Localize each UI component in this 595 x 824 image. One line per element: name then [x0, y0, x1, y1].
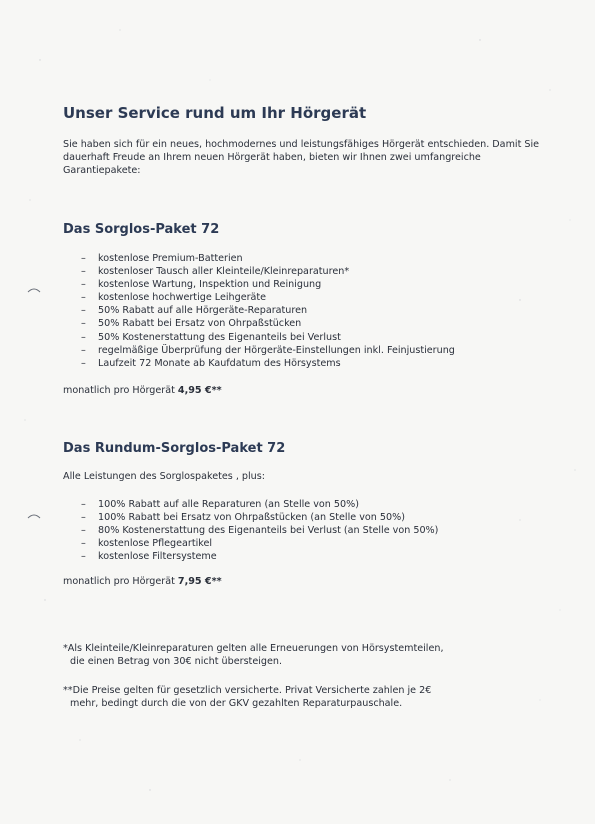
list-item: – 50% Rabatt bei Ersatz von Ohrpaßstücken: [63, 317, 563, 330]
package-rundum-lead-text: Alle Leistungen des Sorglospaketes , plus:: [63, 471, 265, 482]
list-item: – regelmäßige Überprüfung der Hörgeräte-Einstellungen inkl. Feinjustierung: [63, 344, 563, 357]
package-sorglos-title: Das Sorglos-Paket 72: [63, 222, 220, 237]
scan-mark: [28, 515, 40, 518]
list-item: – kostenlose Pflegeartikel: [63, 537, 563, 550]
list-item: – kostenlose Premium-Batterien: [63, 252, 563, 265]
list-item: – 50% Rabatt auf alle Hörgeräte-Reparaturen: [63, 304, 563, 317]
footnote-preise: [63, 684, 563, 710]
package-sorglos-price: [63, 385, 563, 396]
price-label: monatlich pro Hörgerät: [63, 576, 175, 587]
price-value: 7,95 €**: [177, 576, 222, 587]
footnote-line: mehr, bedingt durch die von der GKV gezahlten Reparaturpauschale.: [70, 698, 403, 709]
list-item: – kostenlose Wartung, Inspektion und Reinigung: [63, 278, 563, 291]
price-label: monatlich pro Hörgerät: [63, 385, 175, 396]
package-sorglos-list: [63, 252, 563, 370]
list-item: – 50% Kostenerstattung des Eigenanteils bei Verlust: [63, 331, 563, 344]
footnote-line: **Die Preise gelten für gesetzlich versicherte. Privat Versicherte zahlen je 2€: [63, 685, 432, 696]
package-rundum-price: [63, 576, 563, 587]
list-item: – 80% Kostenerstattung des Eigenanteils bei Verlust (an Stelle von 50%): [63, 524, 563, 537]
list-item: – Laufzeit 72 Monate ab Kaufdatum des Hörsystems: [63, 357, 563, 370]
list-item: – kostenlose hochwertige Leihgeräte: [63, 291, 563, 304]
page-title: Unser Service rund um Ihr Hörgerät: [63, 104, 367, 122]
list-item: – 100% Rabatt auf alle Reparaturen (an Stelle von 50%): [63, 498, 563, 511]
package-rundum-list: [63, 498, 563, 563]
package-rundum-lead: [63, 471, 563, 482]
footnote-kleinteile: [63, 642, 563, 668]
scan-mark: [28, 289, 40, 292]
list-item: – kostenloser Tausch aller Kleinteile/Kleinreparaturen*: [63, 265, 563, 278]
price-value: 4,95 €**: [177, 385, 222, 396]
list-item: – 100% Rabatt bei Ersatz von Ohrpaßstücken (an Stelle von 50%): [63, 511, 563, 524]
list-item: – kostenlose Filtersysteme: [63, 550, 563, 563]
package-sorglos: [63, 222, 563, 237]
intro-paragraph: Sie haben sich für ein neues, hochmodernes und leistungsfähiges Hörgerät entschieden. Damit Sie dauerhaft Freude an Ihrem neuen Hörgerät haben, bieten wir Ihnen zwei umfangreiche Garantiepakete:: [63, 139, 540, 176]
footnote-line: *Als Kleinteile/Kleinreparaturen gelten alle Erneuerungen von Hörsystemteilen,: [63, 643, 444, 654]
package-rundum-title: Das Rundum-Sorglos-Paket 72: [63, 441, 286, 456]
package-rundum: [63, 441, 563, 456]
footnote-line: die einen Betrag von 30€ nicht übersteigen.: [70, 656, 283, 667]
